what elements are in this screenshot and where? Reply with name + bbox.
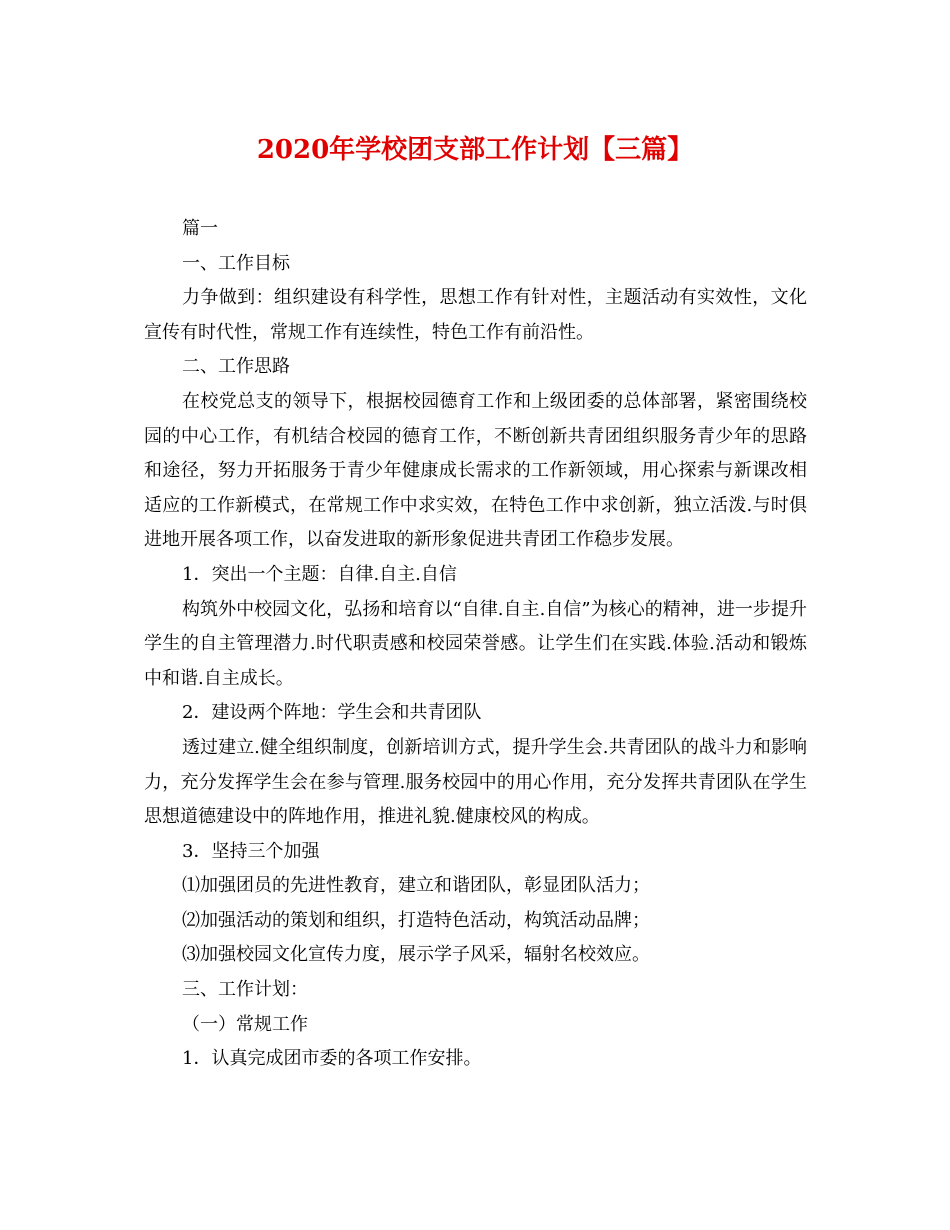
- subheading-theme: 1．突出一个主题：自律.自主.自信: [182, 563, 457, 585]
- heading-work-approach: 二、工作思路: [182, 356, 290, 378]
- subheading-three-strengthen: 3．坚持三个加强: [182, 840, 320, 862]
- list-item: ⑴加强团员的先进性教育，建立和谐团队，彰显团队活力；: [182, 875, 650, 897]
- heading-work-goals: 一、工作目标: [182, 252, 290, 274]
- subheading-positions: 2．建设两个阵地：学生会和共青团队: [182, 702, 482, 724]
- paragraph-positions: 透过建立.健全组织制度，创新培训方式，提升学生会.共青团队的战斗力和影响力，充分发挥学生会在参与管理.服务校园中的用心作用，充分发挥共青团队在学生思想道德建设中的阵地作用，推进礼貌.健康校风的构成。: [144, 736, 807, 828]
- document-title: 2020年学校团支部工作计划【三篇】: [256, 135, 694, 165]
- paragraph-approach: 在校党总支的领导下，根据校园德育工作和上级团委的总体部署，紧密围绕校园的中心工作，有机结合校园的德育工作，不断创新共青团组织服务青少年的思路和途径，努力开拓服务于青少年健康成长需求的工作新领域，用心探索与新课改相适应的工作新模式，在常规工作中求实效，在特色工作中求创新，独立活泼.与时俱进地开展各项工作，以奋发进取的新形象促进共青团工作稳步发展。: [144, 390, 807, 551]
- section-label: 篇一: [182, 218, 218, 239]
- paragraph-theme: 构筑外中校园文化，弘扬和培育以“自律.自主.自信”为核心的精神，进一步提升学生的自主管理潜力.时代职责感和校园荣誉感。让学生们在实践.体验.活动和锻炼中和谐.自主成长。: [144, 598, 807, 689]
- paragraph-goals: 力争做到：组织建设有科学性，思想工作有针对性，主题活动有实效性，文化宣传有时代性，常规工作有连续性，特色工作有前沿性。: [144, 287, 807, 343]
- list-item: 1．认真完成团市委的各项工作安排。: [182, 1048, 482, 1070]
- heading-work-plan: 三、工作计划：: [182, 979, 308, 1001]
- list-item: ⑵加强活动的策划和组织，打造特色活动，构筑活动品牌；: [182, 909, 650, 931]
- document-body: [144, 212, 807, 1077]
- list-item: ⑶加强校园文化宣传力度，展示学子风采，辐射名校效应。: [182, 944, 650, 966]
- subheading-routine-work: （一）常规工作: [182, 1013, 308, 1035]
